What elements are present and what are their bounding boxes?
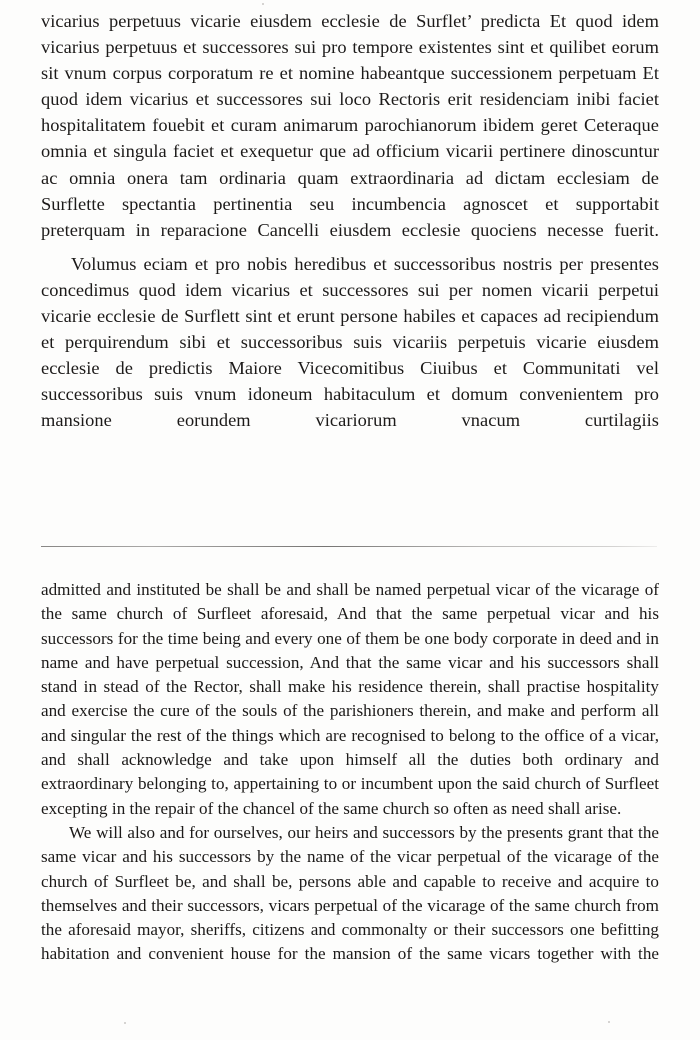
latin-paragraph-2: Volumus eciam et pro nobis heredibus et successoribus nostris per presentes concedimus quod idem vicarius et successores sui per nomen vicarii perpetui vicarie ecclesie de Surflett sint et erunt persone habiles et capaces ad recipiendum et perquirendum sibi et successoribus suis vicariis perpetuis vicarie eiusdem ecclesie de predictis Maiore Vicecomitibus Ciuibus et Communitati vel successoribus suis vnum idoneum habitaculum et domum convenientem pro mansione eorundem vicariorum vnacum curtilagiis [41, 253, 659, 431]
scan-speckle [262, 3, 264, 5]
english-paragraph-1: admitted and instituted be shall be and shall be named perpetual vicar of the vicarage of the same church of Surfleet aforesaid, And that the same perpetual vicar and his successors for the time being and every one of them be one body corporate in deed and in name and have perpetual succession, And that the same vicar and his successors shall stand in stead of the Rector, shall make his residence therein, shall practise hospitality and exercise the cure of the souls of the parishioners therein, and make and perform all and singular the rest of the things which are recognised to belong to the office of a vicar, and shall acknowledge and take upon himself all the duties both ordinary and extraordinary belonging to, appertaining to or incumbent upon the said church of Surfleet excepting in the repair of the chancel of the same church so often as need shall arise. [41, 580, 659, 818]
latin-paragraph-1: vicarius perpetuus vicarie eiusdem ecclesie de Surflet’ predicta Et quod idem vicarius perpetuus et successores sui pro tempore existentes sint et quilibet eorum sit vnum corpus corporatum re et nomine habeantque successionem perpetuam Et quod idem vicarius et successores sui loco Rectoris erit residenciam inibi faciet hospitalitatem fouebit et curam animarum parochianorum ibidem geret Ceteraque omnia et singula faciet et exequetur que ad officium vicarii pertinere dinoscuntur ac omnia onera tam ordinaria quam extraordinaria ad dictam ecclesiam de Surflette spectantia pertinentia seu incumbencia agnoscet et supportabit preterquam in reparacione Cancelli eiusdem ecclesie quociens necesse fuerit. [41, 11, 659, 240]
english-paragraph-2: We will also and for ourselves, our heirs and successors by the presents grant that the same vicar and his successors by the name of the vicar perpetual of the vicarage of the church of Surfleet be, and shall be, persons able and capable to receive and acquire to themselves and their successors, vicars perpetual of the vicarage of the same church from the aforesaid mayor, sheriffs, citizens and commonalty or their successors one befitting habitation and convenient house for the mansion of the same vicars together with the [41, 822, 659, 964]
latin-text-section [41, 8, 659, 434]
scan-speckle [124, 1022, 126, 1024]
section-divider-rule [41, 546, 657, 547]
english-translation-section [41, 578, 659, 967]
scan-speckle [608, 1021, 610, 1023]
